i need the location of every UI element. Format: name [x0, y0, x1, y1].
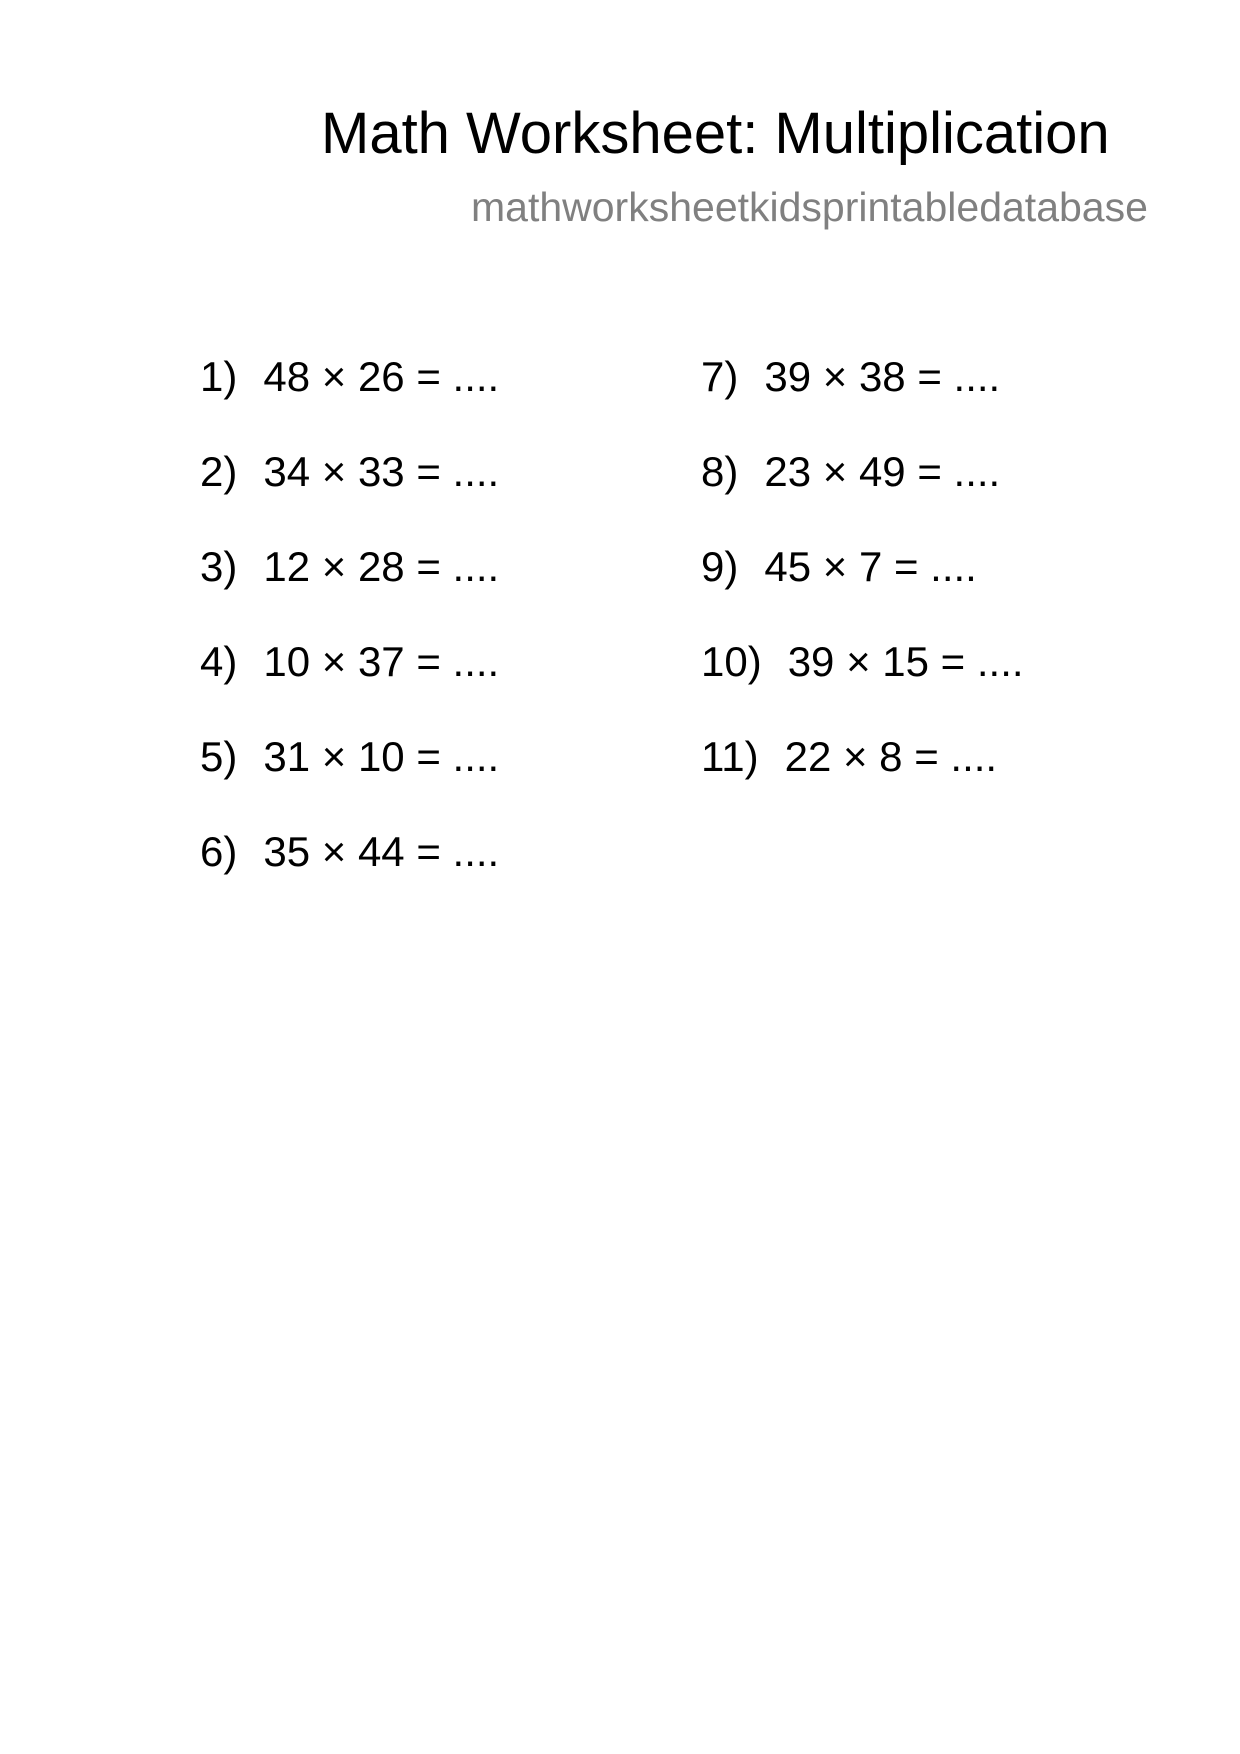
problem-11: [701, 732, 1024, 827]
problem-6: [200, 827, 499, 922]
problem-10: [701, 637, 1024, 732]
problem-expression: 35 × 44 = ....: [263, 828, 500, 875]
problem-number: 7): [701, 353, 739, 400]
problem-expression: 48 × 26 = ....: [263, 353, 500, 400]
problem-expression: 39 × 15 = ....: [787, 638, 1024, 685]
problem-3: [200, 542, 499, 637]
problem-expression: 45 × 7 = ....: [764, 543, 977, 590]
problem-number: 8): [701, 448, 739, 495]
page-subtitle: mathworksheetkidsprintabledatabase: [471, 184, 1148, 230]
problem-number: 6): [200, 828, 238, 875]
problem-expression: 10 × 37 = ....: [263, 638, 500, 685]
problems-column-right: [701, 352, 1024, 827]
problem-9: [701, 542, 1024, 637]
problem-expression: 39 × 38 = ....: [764, 353, 1001, 400]
problem-expression: 34 × 33 = ....: [263, 448, 500, 495]
problem-expression: 22 × 8 = ....: [784, 733, 998, 780]
problem-5: [200, 732, 499, 827]
problem-number: 1): [200, 353, 238, 400]
problem-expression: 31 × 10 = ....: [263, 733, 500, 780]
problem-number: 5): [200, 733, 238, 780]
problems-column-left: [200, 352, 499, 922]
page-title: Math Worksheet: Multiplication: [321, 101, 1110, 166]
problem-7: [701, 352, 1024, 447]
problem-number: 4): [200, 638, 238, 685]
problem-4: [200, 637, 499, 732]
problem-2: [200, 447, 499, 542]
problem-number: 10): [701, 638, 762, 685]
problem-expression: 12 × 28 = ....: [263, 543, 500, 590]
problem-expression: 23 × 49 = ....: [764, 448, 1001, 495]
problem-1: [200, 352, 499, 447]
problem-number: 11): [701, 733, 759, 780]
problem-number: 9): [701, 543, 739, 590]
problem-number: 2): [200, 448, 238, 495]
problem-number: 3): [200, 543, 238, 590]
problem-8: [701, 447, 1024, 542]
